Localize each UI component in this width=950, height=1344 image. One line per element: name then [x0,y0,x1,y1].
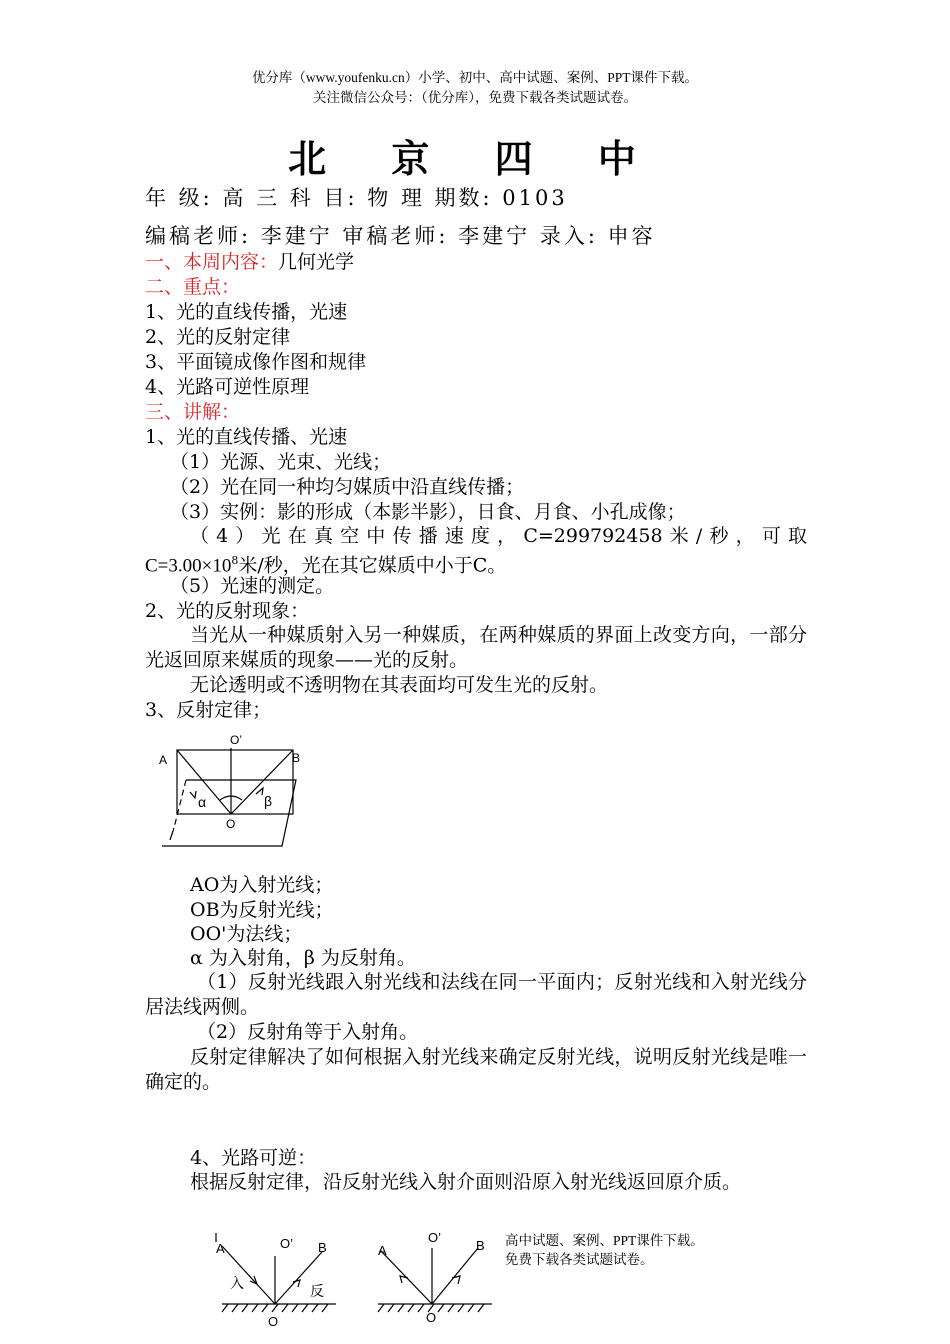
s1-item-5: （5）光速的测定。 [170,575,335,597]
fig-label-o-prime: O’ [230,733,242,747]
s3-def-3: OO'为法线； [190,923,303,945]
s1-item-1: （1）光源、光束、光线； [170,451,392,473]
section-content-text: 几何光学 [278,251,355,273]
footer-line-2: 免费下载各类试题试卷。 [505,1252,654,1267]
ray-b-right [432,1248,478,1304]
fig2-label-o-prime: O’ [280,1236,293,1251]
s4-title: 4、光路可逆： [190,1147,317,1169]
s3-rule-1: （1）反射光线跟入射光线和法线在同一平面内；反射光线和入射光线分居法线两侧。 [145,971,807,1018]
normal-plane [177,750,293,814]
arrow-back-b-icon [452,1276,460,1284]
s1-item-3: （3）实例：影的形成（本影半影），日食、月食、小孔成像； [170,501,686,523]
page-title: 北 京 四 中 [288,136,662,181]
fig-label-alpha: α [198,794,207,810]
fig3-label-a: A [378,1243,387,1258]
fig2-label-b: B [318,1240,327,1255]
s1-item-4b-exponent: 8 [231,554,239,567]
s1-item-2: （2）光在同一种均匀媒质中沿直线传播； [170,476,525,498]
section-content [145,250,354,274]
meta-editors: 编稿老师: 李建宁 审稿老师: 李建宁 录入: 申容 [145,224,656,248]
section-content-label: 一、本周内容： [145,251,279,273]
fig3-label-b: B [476,1238,485,1253]
mirror-hatch-left [222,1304,328,1312]
fig2-label-a: A [216,1241,225,1256]
s4-paragraph: 根据反射定律，沿反射光线入射介面则沿原入射光线返回原介质。 [190,1171,742,1193]
fig3-label-o: O [426,1310,437,1325]
mirror-edge-dashed [174,780,186,828]
keypoint-3: 3、平面镜成像作图和规律 [145,351,367,373]
s3-def-4: α 为入射角，β 为反射角。 [190,947,416,969]
reflected-arrow-icon [256,788,263,795]
s3-def-2: OB为反射光线； [190,899,334,921]
fig3-label-o-prime: O’ [428,1230,441,1245]
fig2-label-in: 入 [230,1275,244,1291]
fig-label-a: A [159,753,168,767]
s1-item-4a: （4）光在真空中传播速度，C=299792458米/秒，可取 [190,525,807,547]
light-rays [177,750,293,814]
footer-line-1: 高中试题、案例、PPT课件下载。 [505,1233,704,1248]
section-keypoints-label: 二、重点： [145,276,241,298]
fig2-label-o: O [268,1314,279,1329]
header-line-2: 关注微信公众号：（优分库），免费下载各类试题试卷。 [313,90,637,105]
s3-rule-2: （2）反射角等于入射角。 [197,1021,419,1043]
s1-item-4b-post: 米/秒，光在其它媒质中小于C。 [238,554,507,577]
mirror-edge-solid [170,828,174,840]
keypoint-2: 2、光的反射定律 [145,326,291,348]
header-line-1: 优分库（www.youfenku.cn）小学、初中、高中试题、案例、PPT课件下载。 [251,70,699,85]
reversibility-figures [200,1226,500,1344]
s2-paragraph-1: 当光从一种媒质射入另一种媒质，在两种媒质的界面上改变方向，一部分光返回原来媒质的现象——光的反射。 [145,624,807,671]
reflection-law-figure [150,728,320,856]
fig2-label-out: 反 [310,1283,324,1299]
s2-title: 2、光的反射现象： [145,600,310,622]
s1-title: 1、光的直线传播、光速 [145,426,348,448]
mirror-plane [162,780,296,846]
s1-item-4b-pre: C=3.00×10 [145,555,232,577]
keypoint-4: 4、光路可逆性原理 [145,376,310,398]
s3-title: 3、反射定律； [145,699,272,721]
fig-label-o: O [226,817,236,831]
meta-grade-subject: 年 级: 高 三 科 目: 物 理 期数: 0103 [145,186,568,210]
incident-arrow-icon [190,791,196,798]
s2-paragraph-2: 无论透明或不透明物在其表面均可发生光的反射。 [190,674,609,696]
fig-label-beta: β [264,793,273,809]
fig-label-b: B [292,751,301,765]
keypoint-1: 1、光的直线传播，光速 [145,301,348,323]
section-explain-label: 三、讲解： [145,401,241,423]
s3-def-1: AO为入射光线； [190,874,334,896]
s3-paragraph: 反射定律解决了如何根据入射光线来确定反射光线，说明反射光线是唯一确定的。 [145,1046,807,1093]
